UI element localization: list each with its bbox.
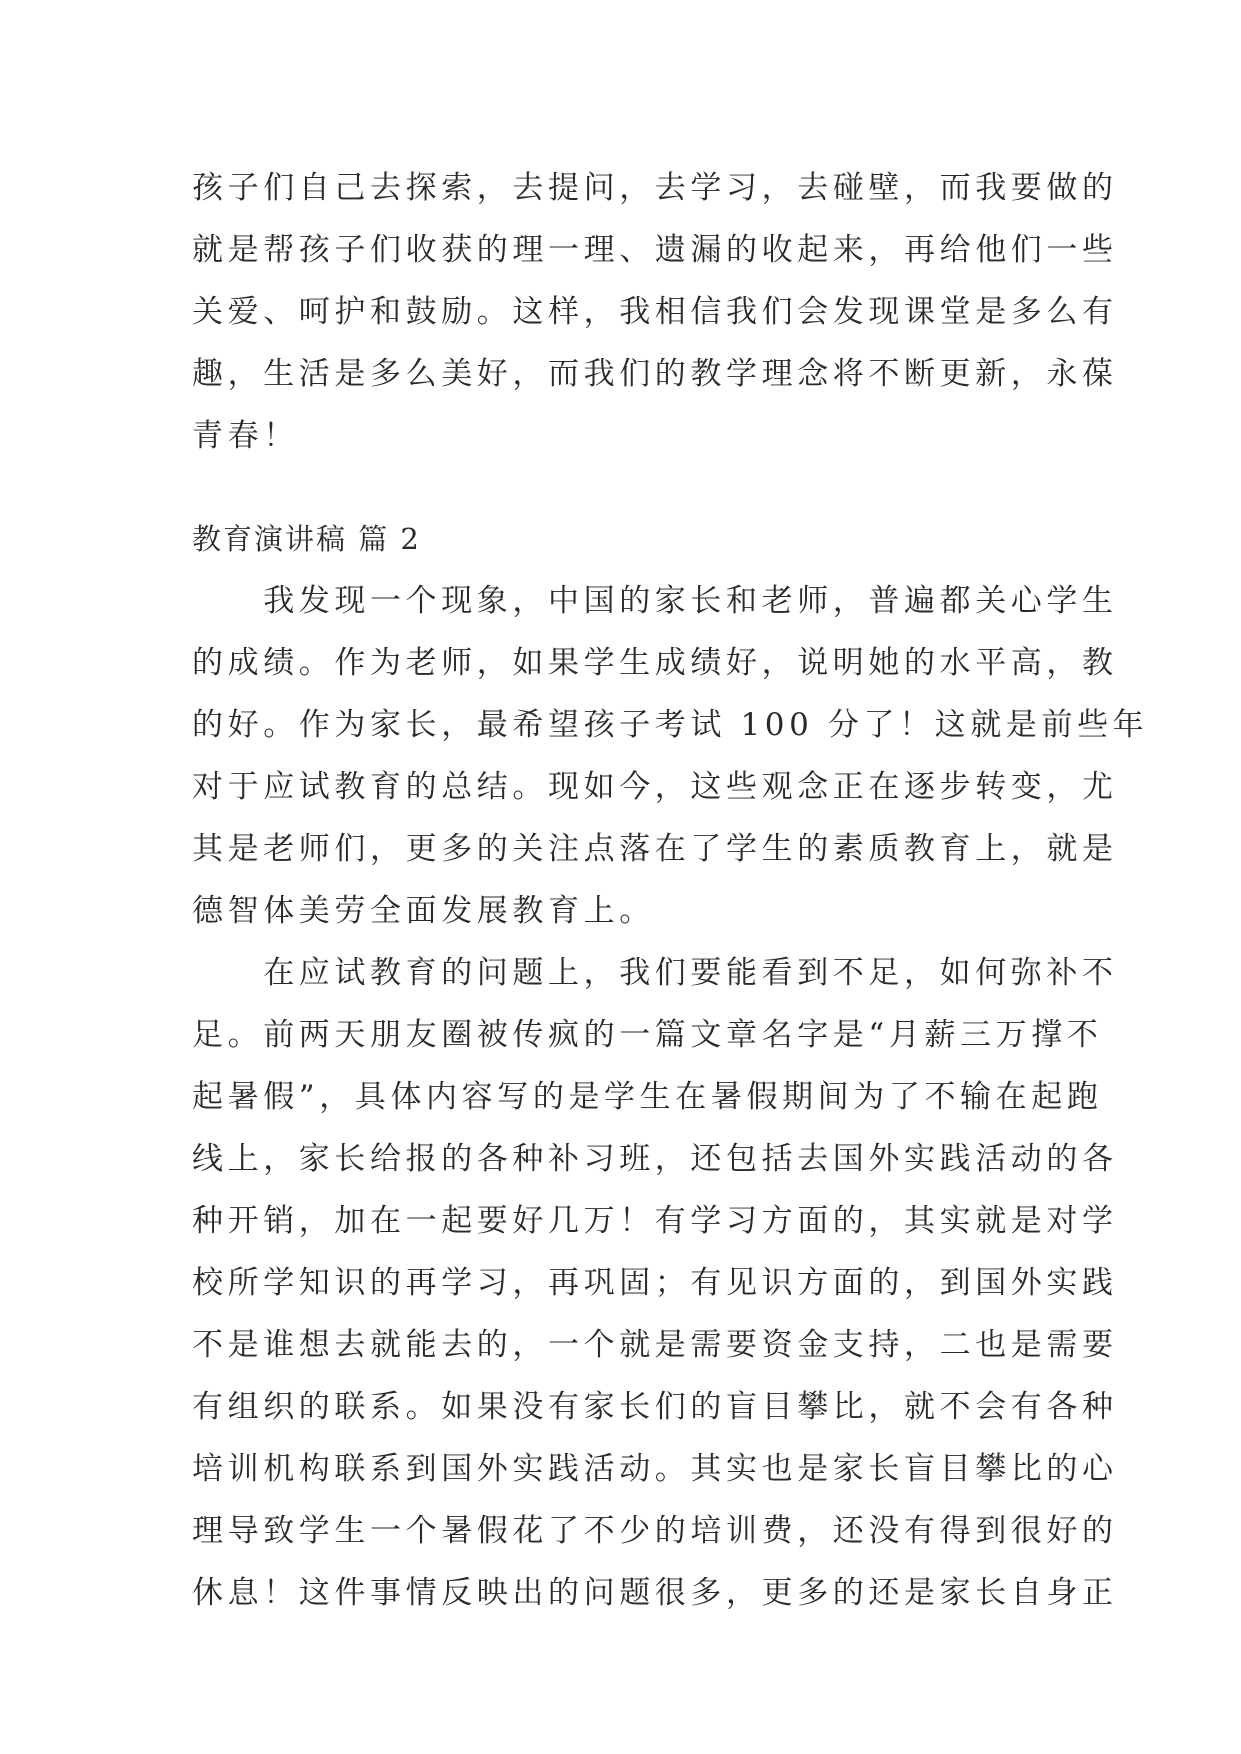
paragraph-line: 孩子们自己去探索，去提问，去学习，去碰壁，而我要做的 <box>192 170 1118 206</box>
paragraph-line: 对于应试教育的总结。现如今，这些观念正在逐步转变，尤 <box>192 769 1118 805</box>
paragraph-line: 趣，生活是多么美好，而我们的教学理念将不断更新，永葆 <box>192 356 1118 392</box>
paragraph-line: 其是老师们，更多的关注点落在了学生的素质教育上，就是 <box>192 831 1118 867</box>
paragraph-line: 青春！ <box>192 418 299 454</box>
section-body <box>192 570 1149 1624</box>
paragraph-line: 线上，家长给报的各种补习班，还包括去国外实践活动的各 <box>192 1141 1118 1177</box>
paragraph-line: 就是帮孩子们收获的理一理、遗漏的收起来，再给他们一些 <box>192 232 1118 268</box>
paragraph-line: 种开销，加在一起要好几万！有学习方面的，其实就是对学 <box>192 1203 1118 1239</box>
paragraph-line: 校所学知识的再学习，再巩固；有见识方面的，到国外实践 <box>192 1265 1118 1301</box>
paragraph-line: 足。前两天朋友圈被传疯的一篇文章名字是“月薪三万撑不 <box>192 1017 1103 1053</box>
paragraph-line: 休息！这件事情反映出的问题很多，更多的还是家长自身正 <box>192 1575 1118 1611</box>
paragraph-line: 培训机构联系到国外实践活动。其实也是家长盲目攀比的心 <box>192 1451 1118 1487</box>
section-header <box>192 508 1052 570</box>
paragraph-line: 起暑假”，具体内容写的是学生在暑假期间为了不输在起跑 <box>192 1079 1103 1115</box>
paragraph-line: 的成绩。作为老师，如果学生成绩好，说明她的水平高，教 <box>192 645 1118 681</box>
paragraph-line: 我发现一个现象，中国的家长和老师，普遍都关心学生 <box>192 583 1118 619</box>
paragraph-line: 德智体美劳全面发展教育上。 <box>192 893 655 929</box>
paragraph-line: 理导致学生一个暑假花了不少的培训费，还没有得到很好的 <box>192 1513 1118 1549</box>
paragraph-line: 在应试教育的问题上，我们要能看到不足，如何弥补不 <box>192 955 1118 991</box>
continuation-paragraph <box>192 157 1118 467</box>
paragraph-line: 关爱、呵护和鼓励。这样，我相信我们会发现课堂是多么有 <box>192 294 1118 330</box>
paragraph-line: 不是谁想去就能去的，一个就是需要资金支持，二也是需要 <box>192 1327 1118 1363</box>
section-heading: 教育演讲稿 篇 2 <box>192 522 421 556</box>
paragraph-line: 有组织的联系。如果没有家长们的盲目攀比，就不会有各种 <box>192 1389 1118 1425</box>
paragraph-line: 的好。作为家长，最希望孩子考试 100 分了！这就是前些年 <box>192 707 1149 743</box>
